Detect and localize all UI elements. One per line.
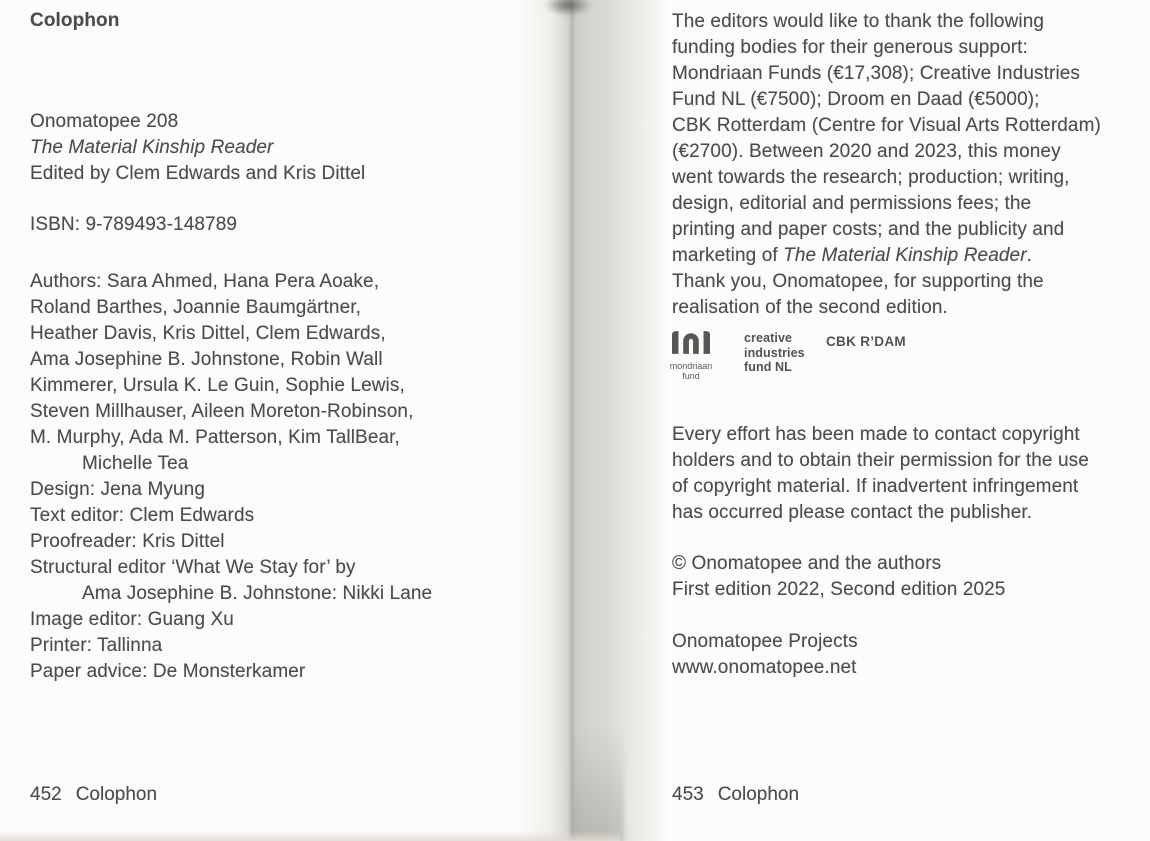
funding-line: (€2700). Between 2020 and 2023, this money xyxy=(672,141,1061,162)
funding-line: printing and paper costs; and the publicity and xyxy=(672,219,1065,240)
credits-line: Structural editor ‘What We Stay for’ by xyxy=(30,557,356,578)
funding-line: The editors would like to thank the following xyxy=(672,11,1045,32)
authors-line: Authors: Sara Ahmed, Hana Pera Aoake, xyxy=(30,271,380,292)
credits-line: Design: Jena Myung xyxy=(30,479,206,500)
funding-paragraph xyxy=(672,9,1101,321)
permission-line: holders and to obtain their permission for the use xyxy=(672,450,1089,471)
funding-line: Thank you, Onomatopee, for supporting the xyxy=(672,271,1044,292)
ci-logo-line: industries xyxy=(744,345,805,360)
permission-line: Every effort has been made to contact copyright xyxy=(672,424,1080,445)
spine-bottom-shadow xyxy=(572,730,624,841)
footer-section-label: Colophon xyxy=(717,784,800,805)
credits-line: Printer: Tallinna xyxy=(30,635,163,656)
credits-line: Text editor: Clem Edwards xyxy=(30,505,255,526)
mondriaan-caption-line: mondriaan xyxy=(669,361,713,371)
funding-line-with-title: marketing of The Material Kinship Reader. xyxy=(672,245,1033,266)
funding-line: Fund NL (€7500); Droom en Daad (€5000); xyxy=(672,89,1040,110)
authors-line: Roland Barthes, Joannie Baumgärtner, xyxy=(30,297,362,318)
ci-logo-line: creative xyxy=(744,331,793,345)
cbk-rdam-logo: CBK R’DAM xyxy=(826,334,906,349)
authors-line: Ama Josephine B. Johnstone, Robin Wall xyxy=(30,349,383,370)
mondriaan-m-icon xyxy=(672,331,710,354)
spine-top-smudge xyxy=(544,0,592,16)
footer-page-number: 453 xyxy=(672,784,704,805)
authors-line: Michelle Tea xyxy=(82,453,189,474)
footer-page-number: 452 xyxy=(30,784,62,805)
funding-line: went towards the research; production; writing, xyxy=(672,167,1070,188)
publisher-website: www.onomatopee.net xyxy=(672,657,857,678)
publisher-name: Onomatopee Projects xyxy=(672,631,858,652)
funding-line: CBK Rotterdam (Centre for Visual Arts Rotterdam) xyxy=(672,115,1101,136)
funding-line: realisation of the second edition. xyxy=(672,297,948,318)
funding-line: design, editorial and permissions fees; the xyxy=(672,193,1032,214)
series-number: Onomatopee 208 xyxy=(30,111,179,132)
credits-line: Paper advice: De Monsterkamer xyxy=(30,661,306,682)
edition-block xyxy=(30,109,365,187)
copyright-block xyxy=(672,551,1005,603)
funding-line: Mondriaan Funds (€17,308); Creative Industries xyxy=(672,63,1081,84)
credits-line: Proofreader: Kris Dittel xyxy=(30,531,225,552)
credits-block xyxy=(30,269,432,685)
funding-line: funding bodies for their generous support: xyxy=(672,37,1028,58)
creative-industries-fund-logo xyxy=(744,331,805,375)
page-footer xyxy=(672,782,799,808)
copyright-line: © Onomatopee and the authors xyxy=(672,553,942,574)
scan-bottom-edge xyxy=(0,831,620,841)
authors-line: Kimmerer, Ursula K. Le Guin, Sophie Lewis, xyxy=(30,375,405,396)
authors-line: Heather Davis, Kris Dittel, Clem Edwards, xyxy=(30,323,386,344)
spine-gutter-shadow xyxy=(518,0,670,841)
editors-line: Edited by Clem Edwards and Kris Dittel xyxy=(30,163,366,184)
book-title: The Material Kinship Reader xyxy=(30,137,274,158)
credits-line: Image editor: Guang Xu xyxy=(30,609,234,630)
authors-line: Steven Millhauser, Aileen Moreton-Robinson, xyxy=(30,401,414,422)
spine-crease-line xyxy=(570,0,574,841)
publisher-block xyxy=(672,629,858,681)
permission-line: has occurred please contact the publisher. xyxy=(672,502,1033,523)
permission-line: of copyright material. If inadvertent infringement xyxy=(672,476,1079,497)
page-footer xyxy=(30,782,157,808)
page-title: Colophon xyxy=(30,10,120,31)
isbn-line: ISBN: 9-789493-148789 xyxy=(30,214,238,235)
mondriaan-caption-line: fund xyxy=(682,370,700,381)
book-title-inline: The Material Kinship Reader xyxy=(783,245,1027,266)
edition-history-line: First edition 2022, Second edition 2025 xyxy=(672,579,1006,600)
ci-logo-line: fund NL xyxy=(744,360,792,374)
credits-line: Ama Josephine B. Johnstone: Nikki Lane xyxy=(82,583,433,604)
footer-section-label: Colophon xyxy=(75,784,158,805)
permission-paragraph xyxy=(672,422,1089,526)
authors-line: M. Murphy, Ada M. Patterson, Kim TallBear, xyxy=(30,427,400,448)
mondriaan-fund-logo xyxy=(669,331,713,381)
